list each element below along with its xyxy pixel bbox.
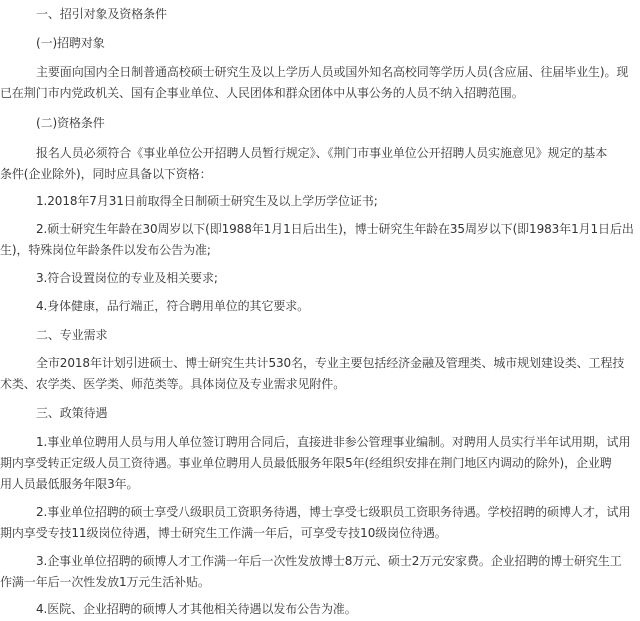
policy-settlement	[0, 551, 622, 593]
paragraph-line: 用人员最低服务年限3年。	[0, 477, 139, 491]
paragraph-line: 作满一年后一次性发放1万元生活补贴。	[0, 575, 210, 589]
paragraph-line: 生)，特殊岗位年龄条件以发布公告为准;	[0, 243, 211, 257]
paragraph-line: 全市2018年计划引进硕士、博士研究生共计530名，专业主要包括经济金融及管理类、城市规划建设类、工程技	[36, 356, 625, 370]
subheading-recruitment-targets: (一)招聘对象	[36, 36, 105, 50]
paragraph-line: 报名人员必须符合《事业单位公开招聘人员暂行规定》、《荆门市事业单位公开招聘人员实施意见》规定的基本	[36, 146, 608, 160]
paragraph-line: 2.事业单位招聘的硕士享受八级职员工资职务待遇，博士享受七级职员工资职务待遇。学校招聘的硕博人才，试用	[36, 505, 631, 519]
section-heading-policy: 三、政策待遇	[36, 406, 108, 420]
paragraph-line: 期内享受专技11级岗位待遇，博士研究生工作满一年后，可享受专技10级岗位待遇。	[0, 526, 447, 540]
policy-contract	[0, 432, 631, 495]
policy-other: 4.医院、企业招聘的硕博人才其他相关待遇以发布公告为准。	[36, 602, 357, 616]
policy-salary	[0, 502, 631, 544]
paragraph-line: 1.事业单位聘用人员与用人单位签订聘用合同后，直接进非参公管理事业编制。对聘用人员实行半年试用期，试用	[36, 435, 631, 449]
requirement-degree: 1.2018年7月31日前取得全日制硕士研究生及以上学历学位证书;	[36, 194, 378, 208]
requirement-major: 3.符合设置岗位的专业及相关要求;	[36, 271, 218, 285]
requirement-health: 4.身体健康，品行端正，符合聘用单位的其它要求。	[36, 299, 310, 313]
paragraph-recruitment-targets	[0, 62, 629, 104]
section-heading-recruitment: 一、招引对象及资格条件	[36, 7, 167, 21]
paragraph-qualifications	[0, 143, 608, 185]
paragraph-majors	[0, 353, 625, 395]
paragraph-line: 3.企事业单位招聘的硕博人才工作满一年后一次性发放博士8万元、硕士2万元安家费。企业招聘的博士研究生工	[36, 554, 622, 568]
paragraph-line: 已在荆门市内党政机关、国有企事业单位、人民团体和群众团体中从事公务的人员不纳入招聘范围。	[0, 86, 524, 100]
paragraph-line: 主要面向国内全日制普通高校硕士研究生及以上学历人员或国外知名高校同等学历人员(含应届、往届毕业生)。现	[36, 65, 629, 79]
paragraph-line: 条件(企业除外)，同时应具备以下资格：	[0, 167, 212, 181]
paragraph-line: 术类、农学类、医学类、师范类等。具体岗位及专业需求见附件。	[0, 377, 346, 391]
paragraph-line: 2.硕士研究生年龄在30周岁以下(即1988年1月1日后出生)，博士研究生年龄在35周岁以下(即1983年1月1日后出	[36, 222, 634, 236]
section-heading-majors: 二、专业需求	[36, 328, 108, 342]
paragraph-line: 期内享受转正定级人员工资待遇。事业单位聘用人员最低服务年限5年(经组织安排在荆门地区内调动的除外)，企业聘	[0, 456, 612, 470]
requirement-age	[0, 219, 634, 261]
subheading-qualifications: (二)资格条件	[36, 116, 105, 130]
